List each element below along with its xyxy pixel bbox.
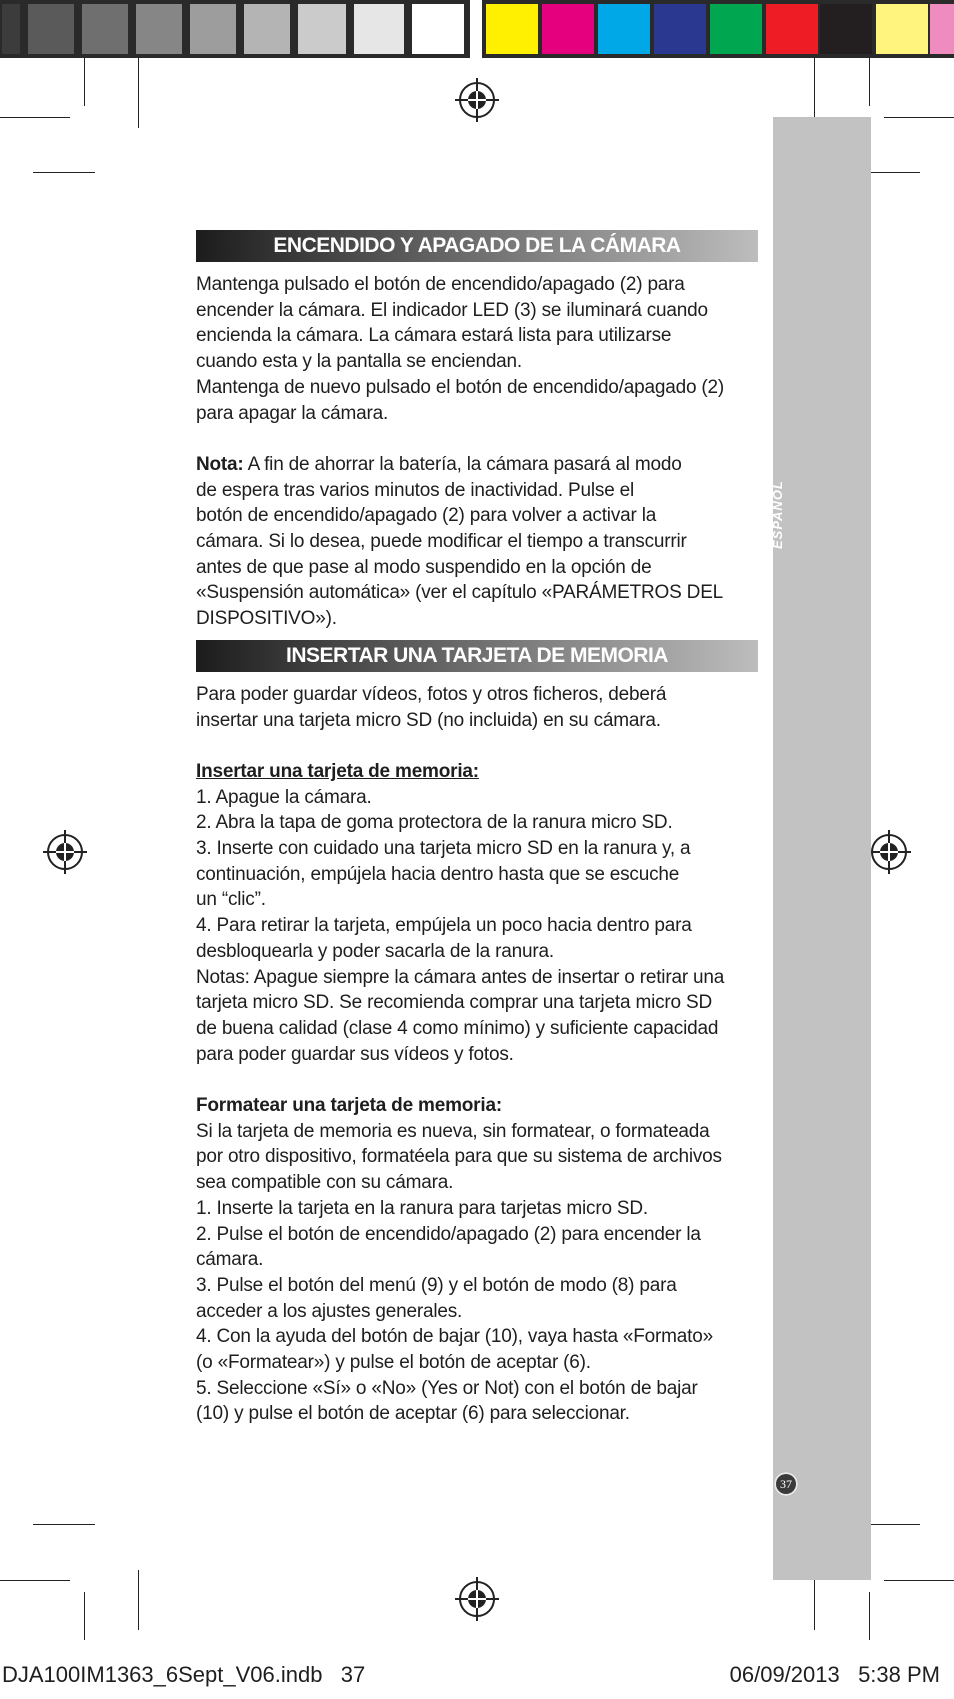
- text-line: acceder a los ajustes generales.: [196, 1300, 463, 1322]
- text-line: de buena calidad (clase 4 como mínimo) y suficiente capacidad: [196, 1017, 719, 1039]
- text-line: 3. Pulse el botón del menú (9) y el botón de modo (8) para: [196, 1274, 677, 1296]
- process-color-swatch: [486, 4, 538, 54]
- text-line: encender la cámara. El indicador LED (3) se iluminará cuando: [196, 299, 708, 321]
- text-line: por otro dispositivo, formatéela para que su sistema de archivos: [196, 1146, 722, 1168]
- section-heading-power: ENCENDIDO Y APAGADO DE LA CÁMARA: [196, 230, 758, 262]
- subheading-insert-card: Insertar una tarjeta de memoria:: [196, 760, 479, 782]
- text-line: 1. Apague la cámara.: [196, 786, 372, 808]
- process-color-swatch: [766, 4, 818, 54]
- section-heading-memory-card: INSERTAR UNA TARJETA DE MEMORIA: [196, 640, 758, 672]
- footer-timestamp: 06/09/2013 5:38 PM: [729, 1662, 940, 1687]
- text-line: desbloquearla y poder sacarla de la ranura.: [196, 940, 554, 962]
- gray-swatch: [354, 4, 404, 54]
- note-lines: [196, 478, 758, 632]
- text-line: antes de que pase al modo suspendido en la opción de: [196, 556, 652, 578]
- text-line: 5. Seleccione «Sí» o «No» (Yes or Not) con el botón de bajar: [196, 1377, 698, 1399]
- registration-mark-icon: [455, 78, 499, 122]
- text-line: continuación, empújela hacia dentro hasta que se escuche: [196, 863, 680, 885]
- text-line: Mantenga pulsado el botón de encendido/apagado (2) para: [196, 274, 685, 295]
- text-line: Si la tarjeta de memoria es nueva, sin formatear, o formateada: [196, 1120, 710, 1142]
- gray-swatch: [244, 4, 290, 54]
- page-content: [196, 230, 758, 1427]
- crop-mark: [84, 58, 85, 106]
- text-line: para poder guardar sus vídeos y fotos.: [196, 1043, 514, 1065]
- color-calibration-bar: [0, 0, 954, 58]
- process-color-swatch: [930, 4, 954, 54]
- text-line: 2. Abra la tapa de goma protectora de la ranura micro SD.: [196, 812, 673, 834]
- subheading-format-card: Formatear una tarjeta de memoria:: [196, 1095, 502, 1117]
- text-line: encienda la cámara. La cámara estará lista para utilizarse: [196, 325, 672, 347]
- crop-mark: [0, 117, 70, 118]
- gray-swatch: [82, 4, 128, 54]
- page-number-badge: 37: [774, 1472, 798, 1496]
- text-line: (10) y pulse el botón de aceptar (6) para seleccionar.: [196, 1403, 630, 1425]
- text-line: 4. Para retirar la tarjeta, empújela un poco hacia dentro para: [196, 915, 692, 937]
- gray-swatch: [2, 4, 20, 54]
- crop-mark: [33, 172, 95, 173]
- text-line: (o «Formatear») y pulse el botón de aceptar (6).: [196, 1352, 591, 1374]
- text-line: un “clic”.: [196, 889, 266, 911]
- text-line: Mantenga de nuevo pulsado el botón de encendido/apagado (2): [196, 376, 725, 398]
- memory-intro: [196, 682, 758, 733]
- crop-mark: [884, 117, 954, 118]
- process-color-swatch: [710, 4, 762, 54]
- text-line: insertar una tarjeta micro SD (no incluida) en su cámara.: [196, 709, 661, 731]
- note-paragraph: [196, 452, 758, 478]
- crop-mark: [33, 1524, 95, 1525]
- text-line: 1. Inserte la tarjeta en la ranura para tarjetas micro SD.: [196, 1197, 649, 1219]
- text-line: cámara.: [196, 1249, 264, 1271]
- text-line: botón de encendido/apagado (2) para volver a activar la: [196, 505, 657, 527]
- text-line: Para poder guardar vídeos, fotos y otros ficheros, deberá: [196, 683, 667, 705]
- process-color-swatch: [820, 4, 872, 54]
- gray-swatch: [412, 4, 464, 54]
- text-line: 3. Inserte con cuidado una tarjeta micro SD en la ranura y, a: [196, 838, 691, 860]
- text-line: DISPOSITIVO»).: [196, 608, 337, 630]
- process-color-swatch: [654, 4, 706, 54]
- gray-swatch: [190, 4, 236, 54]
- gray-swatch: [136, 4, 182, 54]
- text-line: cámara. Si lo desea, puede modificar el tiempo a transcurrir: [196, 531, 687, 553]
- registration-mark-icon: [43, 830, 87, 874]
- text-line: sea compatible con su cámara.: [196, 1172, 454, 1194]
- crop-mark: [138, 58, 139, 128]
- insert-card-steps: [196, 785, 758, 1068]
- text-line: tarjeta micro SD. Se recomienda comprar una tarjeta micro SD: [196, 992, 712, 1014]
- note-first-line: A fin de ahorrar la batería, la cámara pasará al modo: [243, 453, 682, 475]
- text-line: 2. Pulse el botón de encendido/apagado (2) para encender la: [196, 1223, 701, 1245]
- registration-mark-icon: [455, 1577, 499, 1621]
- gray-swatch: [298, 4, 346, 54]
- text-line: Notas: Apague siempre la cámara antes de insertar o retirar una: [196, 966, 725, 988]
- crop-mark: [869, 58, 870, 106]
- text-line: «Suspensión automática» (ver el capítulo «PARÁMETROS DEL: [196, 582, 724, 604]
- note-label: Nota:: [196, 453, 244, 475]
- text-line: cuando esta y la pantalla se enciendan.: [196, 351, 522, 373]
- gray-swatch: [28, 4, 74, 54]
- language-tab-label: ESPAÑOL: [770, 480, 785, 550]
- process-color-swatch: [598, 4, 650, 54]
- text-line: de espera tras varios minutos de inactividad. Pulse el: [196, 479, 635, 501]
- text-line: 4. Con la ayuda del botón de bajar (10), vaya hasta «Formato»: [196, 1326, 713, 1348]
- crop-mark: [84, 1592, 85, 1640]
- language-side-strip: [773, 117, 871, 1580]
- process-color-swatch: [542, 4, 594, 54]
- crop-mark: [884, 1580, 954, 1581]
- text-line: para apagar la cámara.: [196, 402, 389, 424]
- power-paragraph: [196, 272, 758, 426]
- crop-mark: [869, 1592, 870, 1640]
- crop-mark: [0, 1580, 70, 1581]
- format-card-steps: [196, 1119, 758, 1427]
- process-color-swatch: [876, 4, 928, 54]
- registration-mark-icon: [867, 830, 911, 874]
- footer-file-info: DJA100IM1363_6Sept_V06.indb 37: [2, 1662, 366, 1687]
- crop-mark: [138, 1570, 139, 1630]
